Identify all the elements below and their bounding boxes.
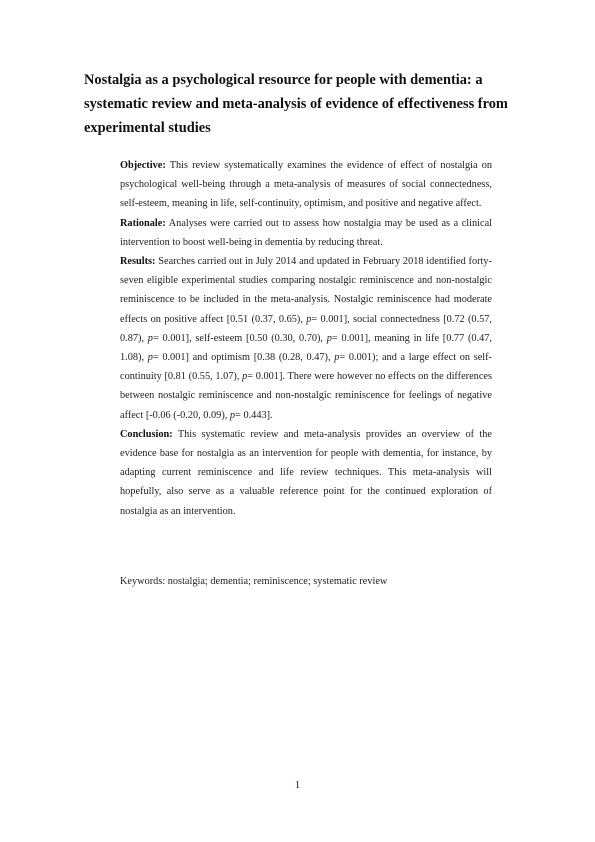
abstract [120,156,492,521]
p-value-symbol: p [306,313,312,325]
rationale-text: Analyses were carried out to assess how nostalgia may be used as a clinical intervention to boost well-being in dementia by reducing threat. [120,217,492,248]
results-text-4: = 0.001], meaning in life [0.77 (0.47, 1.08), [120,332,492,364]
results-label: Results: [120,256,156,268]
abstract-objective [120,156,492,214]
p-value-symbol: p [147,332,153,344]
results-text-5: = 0.001] and optimism [0.38 (0.28, 0.47), [152,352,331,364]
p-value-symbol: p [147,352,153,364]
results-text-3: = 0.001], self-esteem [0.50 (0.30, 0.70), [152,332,323,344]
results-text-1: Searches carried out in July 2014 and updated in February 2018 identified forty-seven eligible experimental studies comparing nostalgic reminiscence and non-nostalgic reminiscence to be included in the meta-analysis. Nostalgic reminiscence had moderate effects on positive affect [0.51 (0.37, 0.65), [120,256,493,325]
p-value-symbol: p [326,332,332,344]
results-text-2: = 0.001], social connectedness [0.72 (0.57, 0.87), [120,313,492,344]
abstract-results [120,252,492,425]
objective-text: This review systematically examines the evidence of effect of nostalgia on psychological well-being through a meta-analysis of measures of social connectedness, self-esteem, meaning in life, self-continuity, optimism, and positive and negative affect. [120,160,493,210]
p-value-symbol: p [334,352,340,364]
conclusion-label: Conclusion: [120,428,173,440]
conclusion-text: This systematic review and meta-analysis provides an overview of the evidence base for nostalgia as an intervention for people with dementia, for instance, by adapting current reminiscence and life review techniques. This meta-analysis will hopefully, also serve as a valuable reference point for the continued exploration of nostalgia as an intervention. [120,428,492,517]
results-text-6: = 0.001); and a large effect on self-continuity [0.81 (0.55, 1.07), [120,352,492,383]
p-value-symbol: p [229,409,236,421]
results-text-8: = 0.443]. [235,409,273,421]
keywords: Keywords: nostalgia; dementia; reminiscence; systematic review [120,576,388,587]
page-number: 1 [294,779,301,791]
objective-label: Objective: [120,160,166,171]
rationale-label: Rationale: [120,217,166,229]
abstract-conclusion [120,425,492,521]
p-value-symbol: p [242,371,248,383]
results-text-7: = 0.001]. There were however no effects on the differences between nostalgic reminiscence and non-nostalgic reminiscence for feelings of negative affect [-0.06 (-0.20, 0.09), [120,371,492,421]
paper-title: Nostalgia as a psychological resource for people with dementia: a systematic review and meta-analysis of evidence of effectiveness from experimental studies [84,72,508,136]
abstract-rationale [120,214,492,252]
